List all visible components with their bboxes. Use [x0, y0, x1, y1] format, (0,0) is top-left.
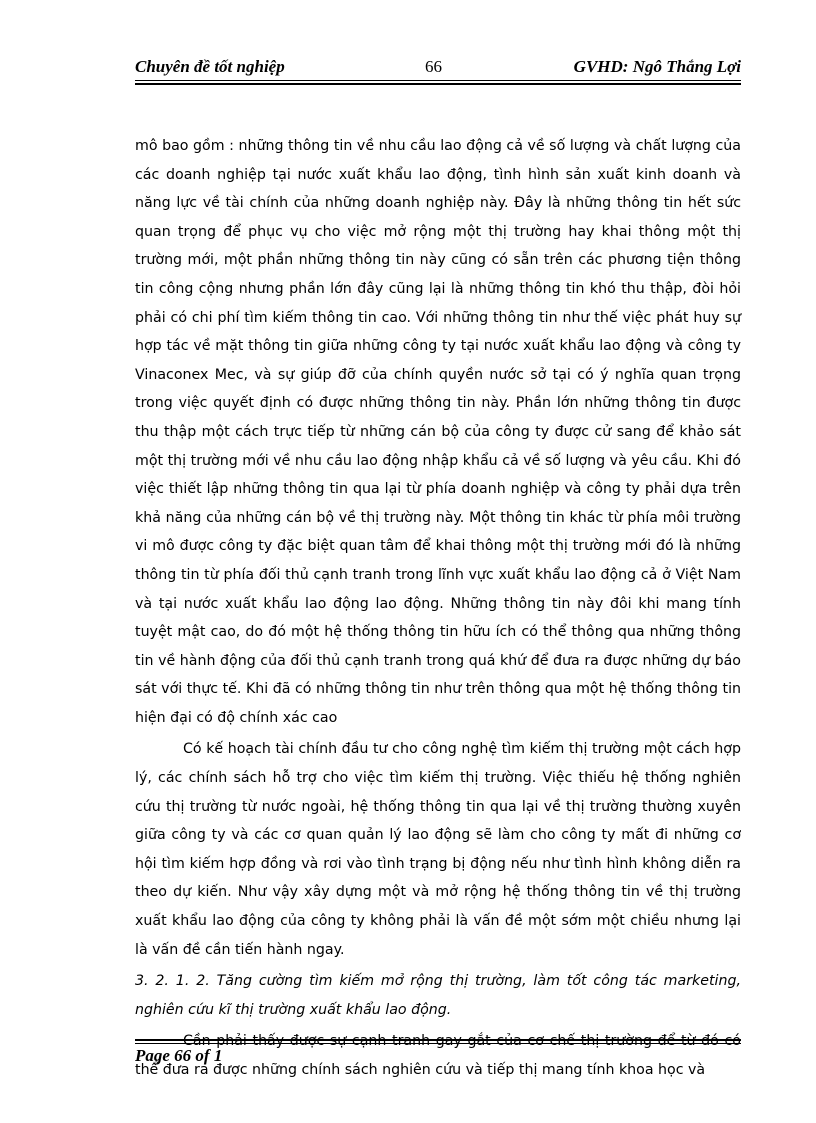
- header-document-title: Chuyên đề tốt nghiệp: [135, 57, 285, 76]
- header-rule-thin: [135, 80, 741, 81]
- document-body: [135, 132, 741, 1085]
- header-rule-thick: [135, 83, 741, 85]
- section-heading-3-2-1-2: 3. 2. 1. 2. Tăng cường tìm kiếm mở rộng thị trường, làm tốt công tác marketing, nghiên cứu kĩ thị trường xuất khẩu lao động.: [135, 973, 741, 1018]
- paragraph-financial-plan: Có kế hoạch tài chính đầu tư cho công nghệ tìm kiếm thị trường một cách hợp lý, các chính sách hỗ trợ cho việc tìm kiếm thị trường. Việc thiếu hệ thống nghiên cứu thị trường từ nước ngoài, hệ thống thông tin qua lại về thị trường thường xuyên giữa công ty và các cơ quan quản lý lao động sẽ làm cho công ty mất đi những cơ hội tìm kiếm hợp đồng và rơi vào tình trạng bị động nếu như tình hình không diễn ra theo dự kiến. Như vậy xây dựng một và mở rộng hệ thống thông tin về thị trường xuất khẩu lao động của công ty không phải là vấn đề một sớm một chiều nhưng lại là vấn đề cần tiến hành ngay.: [135, 741, 741, 958]
- footer-rule-thin: [135, 1043, 741, 1044]
- footer-rule-thick: [135, 1039, 741, 1041]
- header-advisor: GVHD: Ngô Thắng Lợi: [573, 57, 741, 76]
- page-footer: Page 66 of 1: [135, 1046, 223, 1065]
- page-header: [135, 55, 741, 81]
- header-page-number: 66: [425, 57, 442, 76]
- paragraph-competition: Cần phải thấy được sự cạnh tranh gay gắt của cơ chế thị trường để từ đó có thể đưa ra được những chính sách nghiên cứu và tiếp thị mang tính khoa học và: [135, 1033, 741, 1078]
- paragraph-continuation: mô bao gồm : những thông tin về nhu cầu lao động cả về số lượng và chất lượng của các doanh nghiệp tại nước xuất khẩu lao động, tình hình sản xuất kinh doanh và năng lực về tài chính của những doanh nghiệp này. Đây là những thông tin hết sức quan trọng để phục vụ cho việc mở rộng một thị trường hay khai thông một thị trường mới, một phần những thông tin này cũng có sẵn trên các phương tiện thông tin công cộng nhưng phần lớn đây cũng lại là những thông tin khó thu thập, đòi hỏi phải có chi phí tìm kiếm thông tin cao. Với những thông tin như thế việc phát huy sự hợp tác về mặt thông tin giữa những công ty tại nước xuất khẩu lao động và công ty Vinaconex Mec, và sự giúp đỡ của chính quyền nước sở tại có ý nghĩa quan trọng trong việc quyết định có được những thông tin này. Phần lớn những thông tin được thu thập một cách trực tiếp từ những cán bộ của công ty được cử sang để khảo sát một thị trường mới về nhu cầu lao động nhập khẩu cả về số lượng và yêu cầu. Khi đó việc thiết lập những thông tin qua lại từ phía doanh nghiệp và công ty phải dựa trên khả năng của những cán bộ về thị trường này. Một thông tin khác từ phía môi trường vi mô được công ty đặc biệt quan tâm để khai thông một thị trường mới đó là những thông tin từ phía đối thủ cạnh tranh trong lĩnh vực xuất khẩu lao động cả ở Việt Nam và tại nước xuất khẩu lao động lao động. Những thông tin này đôi khi mang tính tuyệt mật cao, do đó một hệ thống thông tin hữu ích có thể thông qua những thông tin về hành động của đối thủ cạnh tranh trong quá khứ để đưa ra được những dự báo sát với thực tế. Khi đã có những thông tin như trên thông qua một hệ thống thông tin hiện đại có độ chính xác cao: [135, 138, 741, 726]
